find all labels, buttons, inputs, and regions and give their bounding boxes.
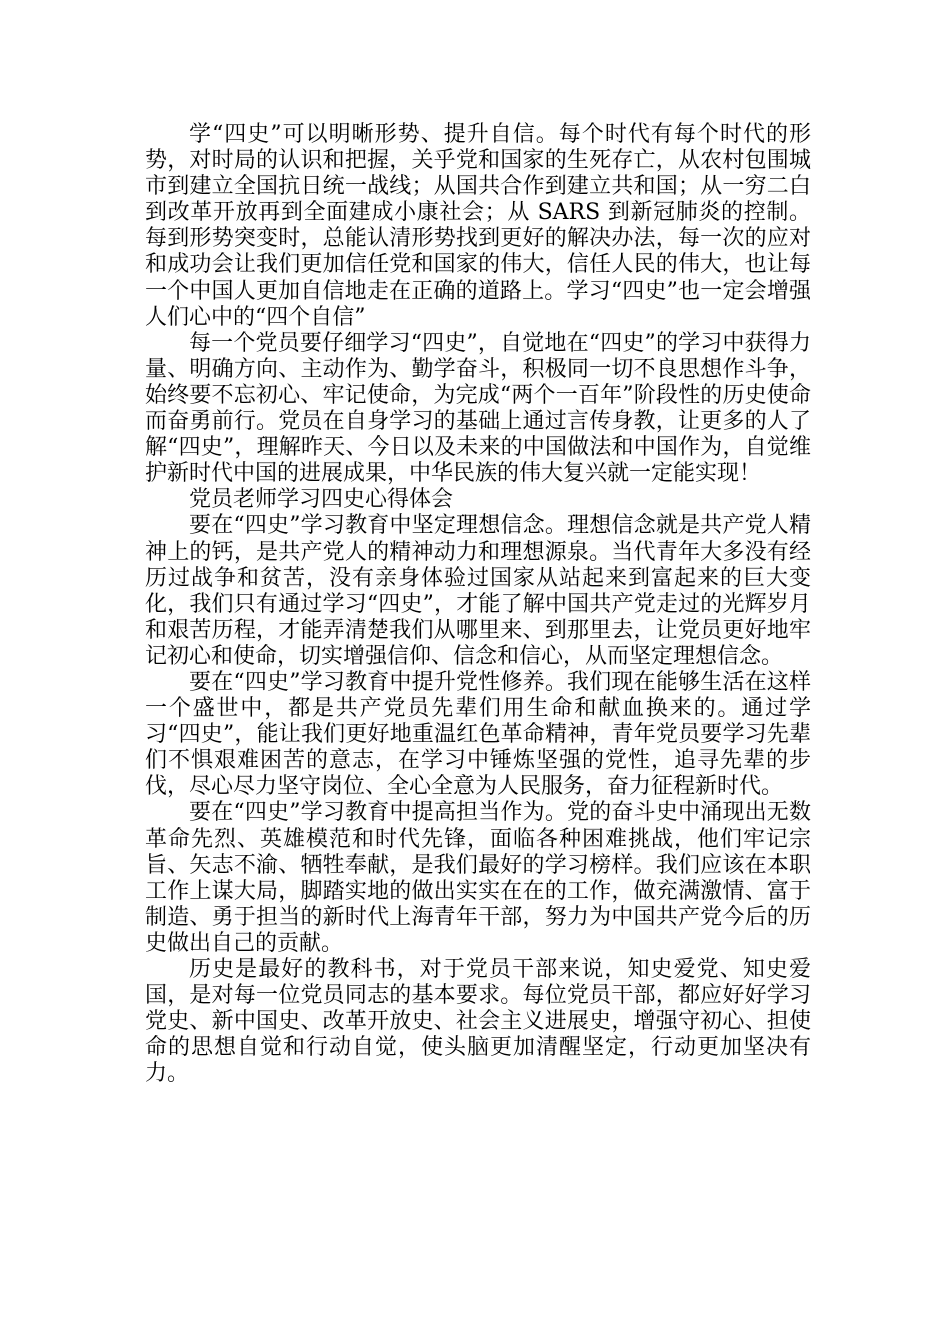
- paragraph-party-member-study: 每一个党员要仔细学习“四史”，自觉地在“四史”的学习中获得力量、明确方向、主动作为、勤学奋斗，积极同一切不良思想作斗争，始终要不忘初心、牢记使命，为完成“两个一百年”阶段性的历史使命而奋勇前行。党员在自身学习的基础上通过言传身教，让更多的人了解“四史”，理解昨天、今日以及未来的中国做法和中国作为，自觉维护新时代中国的进展成果，中华民族的伟大复兴就一定能实现！: [145, 330, 811, 487]
- paragraph-ideals-belief: 要在“四史”学习教育中坚定理想信念。理想信念就是共产党人精神上的钙，是共产党人的精神动力和理想源泉。当代青年大多没有经历过战争和贫苦，没有亲身体验过国家从站起来到富起来的巨大变化，我们只有通过学习“四史”，才能了解中国共产党走过的光辉岁月和艰苦历程，才能弄清楚我们从哪里来、到那里去，让党员更好地牢记初心和使命，切实增强信仰、信念和信心，从而坚定理想信念。: [145, 513, 811, 669]
- document-body: [145, 122, 811, 1087]
- paragraph-four-histories-confidence: 学“四史”可以明晰形势、提升自信。每个时代有每个时代的形势，对时局的认识和把握，关乎党和国家的生死存亡，从农村包围城市到建立全国抗日统一战线；从国共合作到建立共和国；从一穷二白到改革开放再到全面建成小康社会；从 SARS 到新冠肺炎的控制。每到形势突变时，总能认清形势找到更好的解决办法，每一次的应对和成功会让我们更加信任党和国家的伟大，信任人民的伟大，也让每一个中国人更加自信地走在正确的道路上。学习“四史”也一定会增强人们心中的“四个自信”: [145, 122, 811, 330]
- paragraph-party-spirit: 要在“四史”学习教育中提升党性修养。我们现在能够生活在这样一个盛世中，都是共产党员先辈们用生命和献血换来的。通过学习“四史”，能让我们更好地重温红色革命精神，青年党员要学习先辈们不惧艰难困苦的意志，在学习中锤炼坚强的党性，追寻先辈的步伐，尽心尽力坚守岗位、全心全意为人民服务，奋力征程新时代。: [145, 669, 811, 800]
- paragraph-responsibility: 要在“四史”学习教育中提高担当作为。党的奋斗史中涌现出无数革命先烈、英雄模范和时代先锋，面临各种困难挑战，他们牢记宗旨、矢志不渝、牺牲奉献，是我们最好的学习榜样。我们应该在本职工作上谋大局，脚踏实地的做出实实在在的工作，做充满激情、富于制造、勇于担当的新时代上海青年干部，努力为中国共产党今后的历史做出自己的贡献。: [145, 800, 811, 956]
- section-heading: 党员老师学习四史心得体会: [189, 487, 454, 513]
- paragraph-history-textbook: 历史是最好的教科书，对于党员干部来说，知史爱党、知史爱国，是对每一位党员同志的基本要求。每位党员干部，都应好好学习党史、新中国史、改革开放史、社会主义进展史，增强守初心、担使命的思想自觉和行动自觉，使头脑更加清醒坚定，行动更加坚决有力。: [145, 957, 811, 1087]
